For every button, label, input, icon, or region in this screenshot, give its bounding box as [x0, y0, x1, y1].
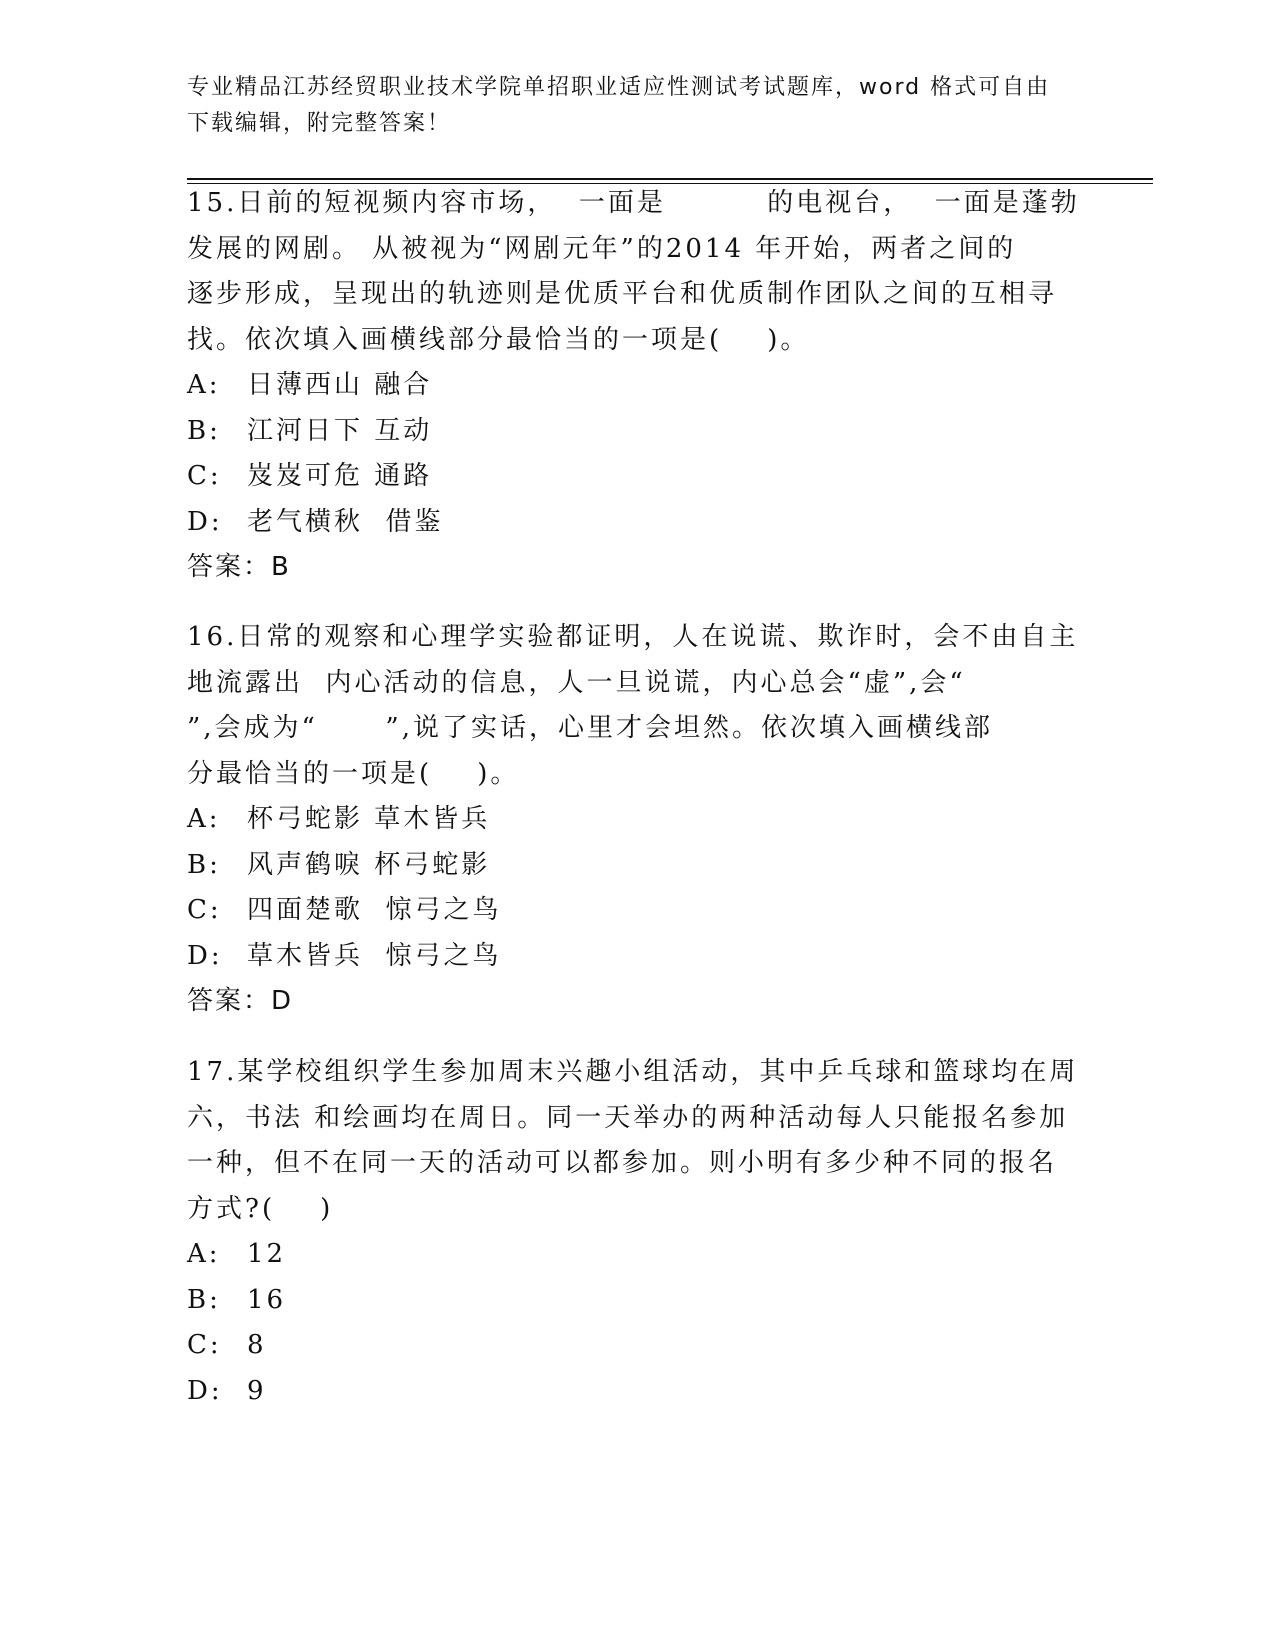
option-c	[187, 888, 1087, 934]
option-b	[187, 1278, 1087, 1324]
option-b	[187, 409, 1087, 455]
question-17	[187, 1050, 1087, 1414]
option-text: 8	[247, 1330, 267, 1360]
header-line-2: 下载编辑，附完整答案！	[187, 111, 452, 136]
option-b	[187, 843, 1087, 889]
question-line: 地流露出 内心活动的信息，人一旦说谎，内心总会“虚”,会“	[187, 667, 966, 698]
question-line: ”,会成为“ ”,说了实话，心里才会坦然。依次填入画横线部	[187, 713, 993, 743]
option-c	[187, 454, 1087, 500]
question-line: 发展的网剧。 从被视为“网剧元年”的2014 年开始，两者之间的	[187, 233, 1017, 264]
document-header	[187, 70, 1087, 142]
question-line: 分最恰当的一项是( )。	[187, 758, 520, 789]
answer-text: 答案：B	[187, 552, 291, 582]
option-c	[187, 1323, 1087, 1369]
option-text: 老气横秋 借鉴	[247, 506, 444, 537]
option-letter: A:	[187, 370, 221, 400]
option-letter: D:	[187, 1375, 223, 1406]
option-text: 江河日下 互动	[247, 415, 433, 446]
option-letter: C:	[187, 895, 222, 925]
option-letter: A:	[187, 1239, 221, 1269]
option-d	[187, 500, 1087, 546]
answer-text: 答案：D	[187, 986, 294, 1016]
question-line: 找。依次填入画横线部分最恰当的一项是( )。	[187, 324, 810, 355]
option-d	[187, 934, 1087, 980]
option-letter: D:	[187, 506, 223, 537]
option-d	[187, 1369, 1087, 1415]
question-line: 六，书法 和绘画均在周日。同一天举办的两种活动每人只能报名参加	[187, 1102, 1069, 1133]
option-letter: C:	[187, 1330, 222, 1360]
option-a	[187, 363, 1087, 409]
question-line: 一种，但不在同一天的活动可以都参加。则小明有多少种不同的报名	[187, 1148, 1058, 1178]
option-letter: C:	[187, 461, 222, 491]
option-text: 岌岌可危 通路	[247, 461, 433, 491]
option-text: 草木皆兵 惊弓之鸟	[247, 940, 502, 971]
option-text: 杯弓蛇影 草木皆兵	[247, 804, 491, 834]
question-line: 逐步形成，呈现出的轨迹则是优质平台和优质制作团队之间的互相寻	[187, 279, 1058, 309]
option-text: 9	[247, 1375, 267, 1406]
option-letter: B:	[187, 849, 221, 880]
option-text: 12	[247, 1239, 287, 1269]
question-line: 16.日常的观察和心理学实验都证明，人在说谎、欺诈时，会不由自主	[187, 622, 1079, 652]
option-letter: B:	[187, 415, 221, 446]
option-a	[187, 1232, 1087, 1278]
option-text: 16	[247, 1284, 287, 1315]
option-letter: A:	[187, 804, 221, 834]
option-a	[187, 797, 1087, 843]
question-line: 17.某学校组织学生参加周末兴趣小组活动，其中乒乓球和篮球均在周	[187, 1057, 1079, 1087]
question-15	[187, 181, 1087, 591]
header-rule-thick	[187, 178, 1153, 180]
question-16	[187, 615, 1087, 1025]
option-letter: B:	[187, 1284, 221, 1315]
option-text: 风声鹤唳 杯弓蛇影	[247, 849, 491, 880]
option-text: 日薄西山 融合	[247, 370, 433, 400]
question-line: 15.日前的短视频内容市场， 一面是 的电视台， 一面是蓬勃	[187, 188, 1080, 218]
header-line-1: 专业精品江苏经贸职业技术学院单招职业适应性测试考试题库，word 格式可自由	[187, 75, 1051, 100]
option-text: 四面楚歌 惊弓之鸟	[247, 895, 502, 925]
question-line: 方式?( )	[187, 1193, 334, 1224]
option-letter: D:	[187, 940, 223, 971]
